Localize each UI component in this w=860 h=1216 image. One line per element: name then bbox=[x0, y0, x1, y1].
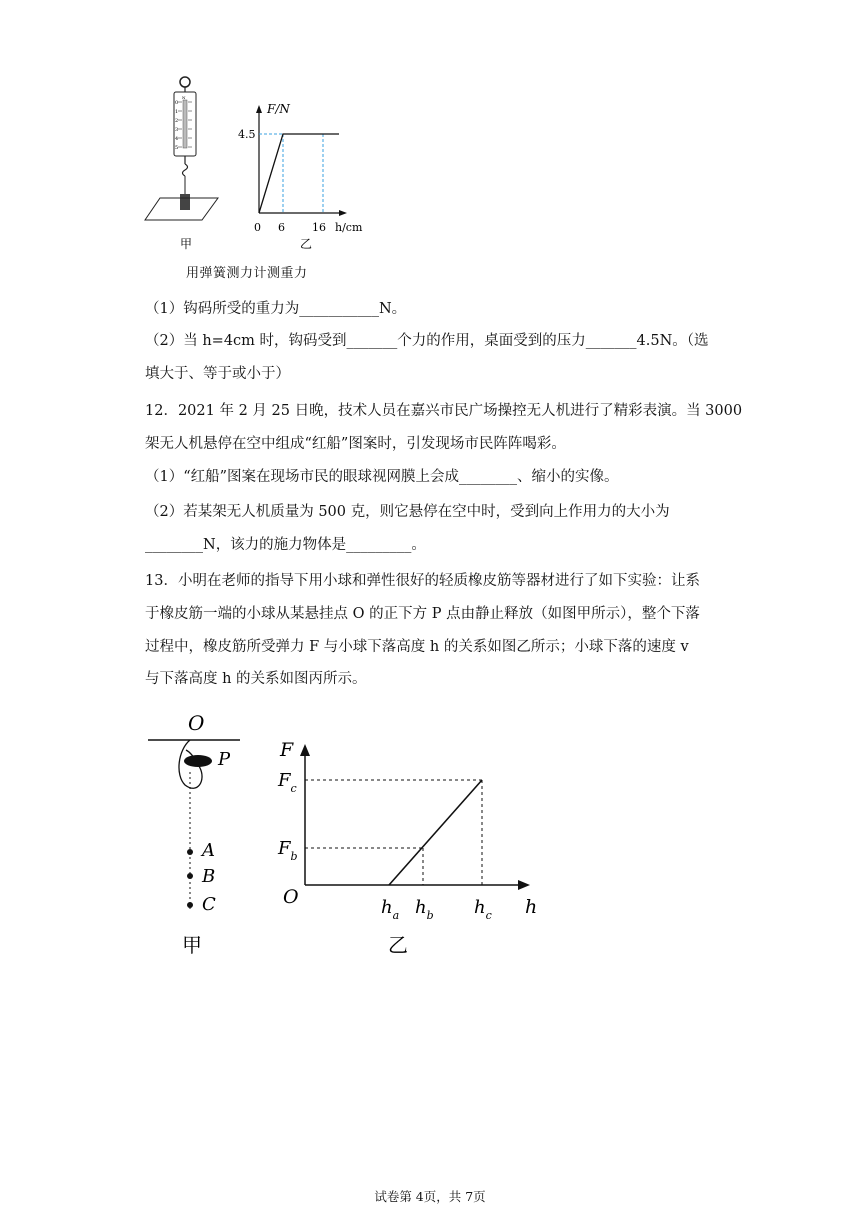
scale-mark: 3 bbox=[175, 127, 179, 133]
y-tick-label: 4.5 bbox=[238, 128, 256, 141]
graph-origin-label: O bbox=[283, 886, 299, 908]
rubber-band-setup bbox=[148, 711, 240, 957]
chart-plot bbox=[259, 134, 339, 213]
scale-unit: N bbox=[182, 95, 186, 100]
point-o-label: O bbox=[188, 711, 205, 735]
series-line bbox=[259, 134, 339, 213]
graph-x-axis-label: h bbox=[525, 896, 538, 918]
scale-mark: 5 bbox=[175, 145, 179, 151]
question-12-part-1: （1）“红船”图案在现场市民的眼球视网膜上会成________、缩小的实像。 bbox=[145, 469, 619, 485]
force-line bbox=[389, 780, 482, 885]
question-13-stem: 13．小明在老师的指导下用小球和弹性很好的轻质橡皮筋等器材进行了如下实验：让系 bbox=[145, 573, 700, 589]
x-tick-label: 0 bbox=[254, 221, 261, 234]
question-13-stem-cont: 与下落高度 h 的关系如图丙所示。 bbox=[145, 671, 367, 687]
graph-y-axis-label: F bbox=[280, 739, 294, 761]
question-12-stem: 12．2021 年 2 月 25 日晚，技术人员在嘉兴市民广场操控无人机进行了精彩表演。当 3000 bbox=[145, 403, 743, 419]
fig2-left-label: 甲 bbox=[182, 933, 202, 957]
elastic-force-graph bbox=[277, 739, 537, 957]
spring-scale-icon bbox=[145, 77, 218, 220]
point-b-label: B bbox=[202, 866, 216, 887]
x-tick-ha: $h_a$ bbox=[381, 897, 400, 922]
fig1-left-label: 甲 bbox=[180, 237, 193, 251]
point-c-label: C bbox=[202, 894, 216, 915]
x-tick-label: 6 bbox=[278, 221, 285, 234]
scale-mark: 1 bbox=[175, 109, 179, 115]
question-13-stem-cont: 于橡皮筋一端的小球从某悬挂点 O 的正下方 P 点由静止释放（如图甲所示），整个下落 bbox=[145, 606, 700, 622]
x-axis-label: h/cm bbox=[335, 221, 363, 234]
question-12-stem-cont: 架无人机悬停在空中组成“红船”图案时，引发现场市民阵阵喝彩。 bbox=[145, 436, 566, 452]
y-tick-fc: $F_c$ bbox=[278, 770, 297, 795]
force-height-graph bbox=[238, 102, 363, 234]
question-13-stem-cont: 过程中，橡皮筋所受弹力 F 与小球下落高度 h 的关系如图乙所示；小球下落的速度 v bbox=[145, 639, 689, 655]
question-12-part-2-cont: ________N，该力的施力物体是_________。 bbox=[145, 537, 426, 553]
fig2-right-label: 乙 bbox=[388, 933, 408, 957]
x-tick-hb: $h_b$ bbox=[415, 897, 434, 922]
scale-mark: 4 bbox=[175, 136, 179, 142]
y-tick-fb: $F_b$ bbox=[278, 838, 298, 863]
question-11-part-2: （2）当 h=4cm 时，钩码受到_______个力的作用，桌面受到的压力_______4.5N。（选 bbox=[145, 333, 709, 349]
x-tick-hc: $h_c$ bbox=[474, 897, 492, 922]
y-axis-label: F/N bbox=[267, 102, 290, 116]
question-12-part-2: （2）若某架无人机质量为 500 克，则它悬停在空中时，受到向上作用力的大小为 bbox=[145, 504, 670, 520]
question-11-part-1: （1）钩码所受的重力为___________N。 bbox=[145, 301, 407, 317]
ball-icon bbox=[184, 755, 212, 767]
page-footer: 试卷第 4页，共 7页 bbox=[374, 1189, 486, 1204]
x-tick-label: 16 bbox=[312, 221, 326, 234]
scale-mark: 2 bbox=[175, 118, 179, 124]
spring-scale-figure bbox=[140, 72, 390, 282]
rubber-band-figure bbox=[140, 710, 560, 960]
point-p-label: P bbox=[218, 749, 231, 770]
fig1-right-label: 乙 bbox=[300, 237, 313, 251]
scale-mark: 0 bbox=[175, 100, 179, 106]
question-11-part-2-cont: 填大于、等于或小于） bbox=[145, 366, 290, 382]
point-a-label: A bbox=[202, 840, 215, 861]
figure-caption: 用弹簧测力计测重力 bbox=[186, 266, 308, 281]
